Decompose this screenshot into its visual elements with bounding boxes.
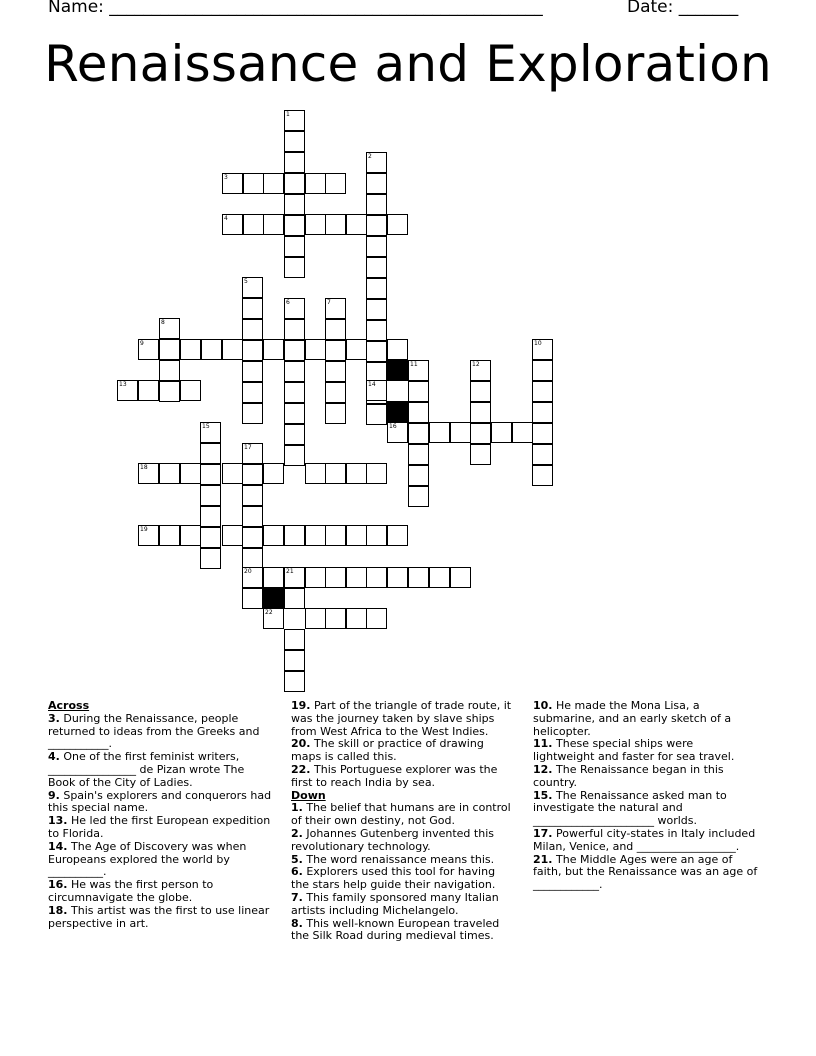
clue-number: 11 xyxy=(410,361,418,368)
clue-item xyxy=(533,790,758,828)
crossword-cell[interactable] xyxy=(532,402,553,423)
crossword-cell[interactable] xyxy=(243,173,264,194)
crossword-cell[interactable] xyxy=(138,463,159,484)
crossword-cell[interactable] xyxy=(366,194,387,215)
crossword-cell[interactable] xyxy=(242,319,263,340)
name-field-label: Name: ___________________________________________________ xyxy=(48,0,543,17)
crossword-cell[interactable] xyxy=(532,444,553,465)
crossword-cell[interactable] xyxy=(284,361,305,382)
crossword-cell[interactable] xyxy=(429,422,450,443)
crossword-cell[interactable] xyxy=(366,320,387,341)
crossword-cell[interactable] xyxy=(325,567,346,588)
crossword-cell[interactable] xyxy=(117,380,138,401)
clue-item xyxy=(48,751,273,789)
crossword-cell[interactable] xyxy=(305,214,326,235)
crossword-cell[interactable] xyxy=(532,381,553,402)
crossword-cell[interactable] xyxy=(263,173,284,194)
crossword-cell[interactable] xyxy=(429,567,450,588)
crossword-cell[interactable] xyxy=(138,380,159,401)
clue-item-text: The word renaissance means this. xyxy=(306,852,495,866)
crossword-cell[interactable] xyxy=(138,525,159,546)
crossword-cell[interactable] xyxy=(284,567,305,588)
crossword-cell[interactable] xyxy=(408,360,429,381)
clue-item-text: Johannes Gutenberg invented this revolutionary technology. xyxy=(291,826,494,853)
crossword-cell[interactable] xyxy=(222,463,243,484)
clue-item-number: 6. xyxy=(291,865,303,879)
clue-item-text: The Middle Ages were an age of faith, but the Renaissance was an age of ____________. xyxy=(533,852,758,892)
clue-item xyxy=(48,713,273,751)
crossword-cell[interactable] xyxy=(200,464,221,485)
clue-item xyxy=(291,802,516,828)
clue-number: 19 xyxy=(140,526,148,533)
clue-item xyxy=(291,738,516,764)
crossword-cell[interactable] xyxy=(138,339,159,360)
crossword-cell[interactable] xyxy=(284,319,305,340)
clue-item xyxy=(291,700,516,738)
clue-item-text: Powerful city-states in Italy included Milan, Venice, and __________________. xyxy=(533,826,756,853)
crossword-cell[interactable] xyxy=(284,194,305,215)
clue-item xyxy=(48,815,273,841)
down-heading: Down xyxy=(291,788,326,802)
crossword-cell[interactable] xyxy=(305,173,326,194)
crossword-cell[interactable] xyxy=(366,236,387,257)
crossword-cell[interactable] xyxy=(305,567,326,588)
clues-column-1 xyxy=(48,700,273,930)
crossword-cell[interactable] xyxy=(284,650,305,671)
crossword-cell[interactable] xyxy=(284,629,305,650)
crossword-cell[interactable] xyxy=(284,588,305,609)
clue-item-text: The belief that humans are in control of their own destiny, not God. xyxy=(291,801,511,828)
clue-item-number: 7. xyxy=(291,890,303,904)
crossword-cell[interactable] xyxy=(200,485,221,506)
crossword-cell[interactable] xyxy=(242,298,263,319)
crossword-cell[interactable] xyxy=(346,339,367,360)
crossword-cell[interactable] xyxy=(159,360,180,381)
crossword-cell[interactable] xyxy=(491,422,512,443)
crossword-cell[interactable] xyxy=(159,339,180,360)
crossword-cell[interactable] xyxy=(200,548,221,569)
crossword-cell[interactable] xyxy=(263,463,284,484)
crossword-cell[interactable] xyxy=(470,381,491,402)
crossword-cell[interactable] xyxy=(159,381,180,402)
clue-number: 5 xyxy=(244,278,248,285)
across-heading: Across xyxy=(48,699,90,712)
crossword-cell[interactable] xyxy=(180,463,201,484)
clue-item xyxy=(48,841,273,879)
crossword-cell[interactable] xyxy=(284,671,305,692)
crossword-cell[interactable] xyxy=(366,404,387,425)
crossword-cell[interactable] xyxy=(284,382,305,403)
clue-item-number: 8. xyxy=(291,916,303,930)
crossword-cell[interactable] xyxy=(408,381,429,402)
crossword-cell[interactable] xyxy=(200,506,221,527)
crossword-cell[interactable] xyxy=(305,463,326,484)
clue-item-text: Explorers used this tool for having the stars help guide their navigation. xyxy=(291,865,496,892)
crossword-cell[interactable] xyxy=(242,527,263,548)
clue-number: 4 xyxy=(224,215,228,222)
crossword-cell[interactable] xyxy=(201,339,222,360)
crossword-cell[interactable] xyxy=(242,443,263,464)
across-clue-list xyxy=(48,713,273,931)
clue-number: 14 xyxy=(368,381,376,388)
crossword-cell[interactable] xyxy=(325,608,346,629)
clue-item xyxy=(291,918,516,944)
clue-item-number: 5. xyxy=(291,852,303,866)
crossword-cell[interactable] xyxy=(366,608,387,629)
crossword-cell[interactable] xyxy=(284,403,305,424)
clue-item-text: He led the first European expedition to Florida. xyxy=(48,814,271,840)
crossword-cell[interactable] xyxy=(325,403,346,424)
clues-column-2 xyxy=(291,700,516,943)
crossword-cell[interactable] xyxy=(159,463,180,484)
crossword-cell[interactable] xyxy=(242,382,263,403)
crossword-cell[interactable] xyxy=(532,423,553,444)
crossword-cell[interactable] xyxy=(387,214,408,235)
clue-item xyxy=(291,828,516,854)
crossword-cell[interactable] xyxy=(284,236,305,257)
crossword-cell[interactable] xyxy=(470,402,491,423)
crossword-cell[interactable] xyxy=(242,485,263,506)
clue-number: 8 xyxy=(161,319,165,326)
clue-number: 2 xyxy=(368,153,372,160)
crossword-cell[interactable] xyxy=(387,339,408,360)
clue-item-text: This well-known European traveled the Silk Road during medieval times. xyxy=(291,916,500,943)
clue-item-number: 19. xyxy=(291,699,311,712)
clue-item-number: 16. xyxy=(48,878,68,892)
crossword-cell[interactable] xyxy=(305,339,326,360)
crossword-cell[interactable] xyxy=(408,567,429,588)
clue-number: 3 xyxy=(224,174,228,181)
clue-item-text: He was the first person to circumnavigate the globe. xyxy=(48,878,214,904)
crossword-cell[interactable] xyxy=(325,298,346,319)
clue-item-text: The Age of Discovery was when Europeans explored the world by __________. xyxy=(48,839,247,879)
crossword-cell[interactable] xyxy=(222,339,243,360)
clue-number: 10 xyxy=(534,340,542,347)
clue-item xyxy=(533,828,758,854)
crossword-cell[interactable] xyxy=(325,463,346,484)
crossword-cell[interactable] xyxy=(387,422,408,443)
crossword-cell[interactable] xyxy=(305,525,326,546)
clue-item-number: 14. xyxy=(48,839,68,853)
clue-item-text: The skill or practice of drawing maps is called this. xyxy=(291,737,484,764)
clue-number: 13 xyxy=(119,381,127,388)
crossword-block xyxy=(387,401,408,422)
clue-item-text: One of the first feminist writers, ________________ de Pizan wrote The Book of the City of Ladies. xyxy=(48,750,245,789)
clue-item xyxy=(48,790,273,816)
crossword-cell[interactable] xyxy=(284,525,305,546)
crossword-cell[interactable] xyxy=(242,464,263,485)
crossword-cell[interactable] xyxy=(200,443,221,464)
crossword-cell[interactable] xyxy=(263,525,284,546)
clue-item-text: Spain's explorers and conquerors had this special name. xyxy=(48,788,272,815)
clue-item-text: During the Renaissance, people returned to ideas from the Greeks and ___________. xyxy=(48,711,260,751)
crossword-cell[interactable] xyxy=(325,382,346,403)
clue-item-number: 15. xyxy=(533,788,553,802)
crossword-cell[interactable] xyxy=(284,152,305,173)
crossword-cell[interactable] xyxy=(366,257,387,278)
crossword-cell[interactable] xyxy=(408,444,429,465)
clue-item-number: 22. xyxy=(291,762,311,776)
across-clue-list-continued xyxy=(291,700,516,790)
crossword-cell[interactable] xyxy=(222,525,243,546)
crossword-cell[interactable] xyxy=(366,299,387,320)
crossword-cell[interactable] xyxy=(180,380,201,401)
crossword-cell[interactable] xyxy=(408,423,429,444)
crossword-cell[interactable] xyxy=(222,214,243,235)
crossword-cell[interactable] xyxy=(180,339,201,360)
crossword-cell[interactable] xyxy=(200,422,221,443)
clue-item xyxy=(291,764,516,790)
crossword-cell[interactable] xyxy=(346,463,367,484)
clue-item xyxy=(533,854,758,892)
clue-number: 7 xyxy=(327,299,331,306)
crossword-cell[interactable] xyxy=(387,567,408,588)
crossword-cell[interactable] xyxy=(346,608,367,629)
clue-item-number: 12. xyxy=(533,762,553,776)
crossword-cell[interactable] xyxy=(532,339,553,360)
clue-item-text: The Renaissance began in this country. xyxy=(533,762,724,789)
crossword-cell[interactable] xyxy=(284,340,305,361)
crossword-cell[interactable] xyxy=(346,214,367,235)
crossword-cell[interactable] xyxy=(159,318,180,339)
clue-item xyxy=(533,738,758,764)
crossword-cell[interactable] xyxy=(408,486,429,507)
clue-number: 12 xyxy=(472,361,480,368)
clue-item-number: 3. xyxy=(48,711,60,725)
crossword-cell[interactable] xyxy=(366,152,387,173)
crossword-cell[interactable] xyxy=(263,608,284,629)
crossword-cell[interactable] xyxy=(532,465,553,486)
crossword-cell[interactable] xyxy=(284,173,305,194)
clue-item xyxy=(48,905,273,931)
crossword-cell[interactable] xyxy=(180,525,201,546)
crossword-block xyxy=(263,588,284,609)
crossword-cell[interactable] xyxy=(284,110,305,131)
crossword-cell[interactable] xyxy=(305,608,326,629)
crossword-cell[interactable] xyxy=(284,257,305,278)
crossword-cell[interactable] xyxy=(387,525,408,546)
clue-number: 17 xyxy=(244,444,252,451)
crossword-cell[interactable] xyxy=(242,340,263,361)
crossword-cell[interactable] xyxy=(263,567,284,588)
crossword-cell[interactable] xyxy=(284,215,305,236)
crossword-cell[interactable] xyxy=(325,361,346,382)
clue-number: 9 xyxy=(140,340,144,347)
crossword-cell[interactable] xyxy=(200,527,221,548)
date-field-label: Date: _______ xyxy=(627,0,739,17)
crossword-cell[interactable] xyxy=(366,173,387,194)
clue-number: 6 xyxy=(286,299,290,306)
page-title: Renaissance and Exploration xyxy=(44,35,772,93)
crossword-cell[interactable] xyxy=(243,214,264,235)
crossword-cell[interactable] xyxy=(159,525,180,546)
crossword-cell[interactable] xyxy=(325,173,346,194)
clue-item-text: This Portuguese explorer was the first to reach India by sea. xyxy=(291,762,498,789)
clue-item xyxy=(533,764,758,790)
clue-item-text: Part of the triangle of trade route, it was the journey taken by slave ships from West Africa to the West Indies. xyxy=(291,699,512,738)
clue-item-number: 11. xyxy=(533,737,553,751)
crossword-cell[interactable] xyxy=(242,403,263,424)
crossword-cell[interactable] xyxy=(408,465,429,486)
clue-number: 21 xyxy=(286,568,294,575)
clue-number: 22 xyxy=(265,609,273,616)
crossword-cell[interactable] xyxy=(408,402,429,423)
crossword-cell[interactable] xyxy=(366,567,387,588)
crossword-cell[interactable] xyxy=(366,278,387,299)
crossword-cell[interactable] xyxy=(346,567,367,588)
crossword-cell[interactable] xyxy=(512,422,533,443)
clue-item-number: 10. xyxy=(533,699,553,712)
crossword-cell[interactable] xyxy=(284,131,305,152)
clue-item-number: 21. xyxy=(533,852,553,866)
crossword-cell[interactable] xyxy=(450,567,471,588)
crossword-cell[interactable] xyxy=(366,463,387,484)
crossword-cell[interactable] xyxy=(346,525,367,546)
clue-number: 16 xyxy=(389,423,397,430)
clue-item-number: 20. xyxy=(291,737,311,751)
clue-item xyxy=(291,892,516,918)
clue-number: 18 xyxy=(140,464,148,471)
clue-item-number: 17. xyxy=(533,826,553,840)
crossword-cell[interactable] xyxy=(470,360,491,381)
clue-item-text: These special ships were lightweight and faster for sea travel. xyxy=(533,737,735,764)
crossword-cell[interactable] xyxy=(284,298,305,319)
clue-item xyxy=(291,866,516,892)
clue-item xyxy=(533,700,758,738)
clue-item-number: 18. xyxy=(48,903,68,917)
crossword-cell[interactable] xyxy=(242,548,263,569)
crossword-cell[interactable] xyxy=(366,215,387,236)
crossword-cell[interactable] xyxy=(242,567,263,588)
crossword-cell[interactable] xyxy=(470,444,491,465)
clue-item-text: This family sponsored many Italian artists including Michelangelo. xyxy=(291,890,499,917)
down-clue-list xyxy=(291,802,516,943)
clue-item-text: He made the Mona Lisa, a submarine, and an early sketch of a helicopter. xyxy=(533,699,732,738)
crossword-cell[interactable] xyxy=(325,340,346,361)
crossword-cell[interactable] xyxy=(366,380,387,401)
crossword-cell[interactable] xyxy=(242,588,263,609)
crossword-cell[interactable] xyxy=(325,525,346,546)
clue-number: 20 xyxy=(244,568,252,575)
clue-item-number: 2. xyxy=(291,826,303,840)
clue-number: 15 xyxy=(202,423,210,430)
crossword-cell[interactable] xyxy=(222,173,243,194)
crossword-cell[interactable] xyxy=(532,360,553,381)
crossword-block xyxy=(387,360,408,381)
crossword-cell[interactable] xyxy=(366,341,387,362)
clue-item-number: 4. xyxy=(48,750,60,764)
crossword-cell[interactable] xyxy=(242,361,263,382)
crossword-cell[interactable] xyxy=(450,422,471,443)
clue-item xyxy=(48,879,273,905)
clues-column-3 xyxy=(533,700,758,892)
clue-item-number: 1. xyxy=(291,801,303,815)
crossword-cell[interactable] xyxy=(263,339,284,360)
crossword-cell[interactable] xyxy=(325,214,346,235)
crossword-cell[interactable] xyxy=(366,525,387,546)
clue-item-text: This artist was the first to use linear perspective in art. xyxy=(48,903,270,930)
clue-item-number: 9. xyxy=(48,788,60,802)
crossword-cell[interactable] xyxy=(242,277,263,298)
crossword-cell[interactable] xyxy=(242,506,263,527)
crossword-cell[interactable] xyxy=(470,423,491,444)
crossword-cell[interactable] xyxy=(284,424,305,445)
clue-item-number: 13. xyxy=(48,814,68,828)
crossword-cell[interactable] xyxy=(325,319,346,340)
crossword-cell[interactable] xyxy=(284,445,305,466)
down-clue-list-continued xyxy=(533,700,758,892)
clue-number: 1 xyxy=(286,111,290,118)
clue-item-text: The Renaissance asked man to investigate the natural and ______________________ worlds. xyxy=(533,788,727,828)
crossword-cell[interactable] xyxy=(263,214,284,235)
